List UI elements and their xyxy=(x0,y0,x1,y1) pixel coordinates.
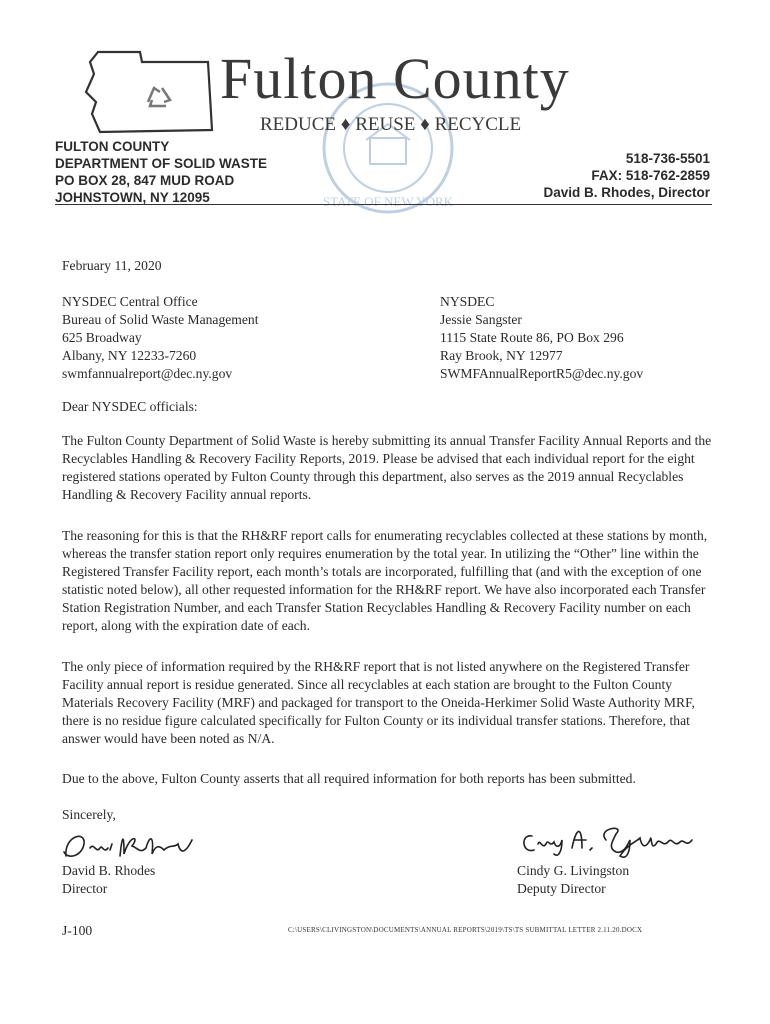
address-line: Jessie Sangster xyxy=(440,312,522,327)
header-divider xyxy=(55,204,712,205)
signer-name: Cindy G. Livingston xyxy=(517,863,630,878)
department-line: FULTON COUNTY xyxy=(55,139,170,154)
department-address xyxy=(55,138,267,206)
department-line: JOHNSTOWN, NY 12095 xyxy=(55,190,210,205)
address-line: Bureau of Solid Waste Management xyxy=(62,312,259,327)
signature-cindy-livingston xyxy=(516,818,716,862)
signer-name: David B. Rhodes xyxy=(62,863,156,878)
director-name: David B. Rhodes, Director xyxy=(543,185,710,200)
salutation: Dear NYSDEC officials: xyxy=(62,399,198,414)
tagline: REDUCE ♦ REUSE ♦ RECYCLE xyxy=(260,114,522,135)
closing: Sincerely, xyxy=(62,807,116,822)
signer-block-left xyxy=(62,862,155,898)
address-line: NYSDEC xyxy=(440,294,495,309)
fax-number: FAX: 518-762-2859 xyxy=(591,168,710,183)
department-line: PO BOX 28, 847 MUD ROAD xyxy=(55,173,235,188)
recycle-icon xyxy=(148,88,170,106)
address-line: Ray Brook, NY 12977 xyxy=(440,348,563,363)
form-id: J-100 xyxy=(62,923,93,938)
signer-title: Director xyxy=(62,881,108,896)
file-path-footer: C:\USERS\CLIVINGSTON\DOCUMENTS\ANNUAL REPORTS\2019\TS\TS SUBMITTAL LETTER 2.11.20.DOCX xyxy=(288,926,643,934)
county-map-outline-icon xyxy=(80,44,220,144)
recipient-address-right xyxy=(440,293,643,383)
signature-david-rhodes xyxy=(60,826,200,866)
body-paragraph: The Fulton County Department of Solid Waste is hereby submitting its annual Transfer Facility Annual Reports and the Recyclables Handling & Recovery Facility Reports, 2019. Please be advised that each individual report for the eight registered stations operated by Fulton County through this department, also serves as the 2019 annual Recyclables Handling & Recovery Facility annual reports. xyxy=(62,433,712,502)
address-line: NYSDEC Central Office xyxy=(62,294,198,309)
address-line: 625 Broadway xyxy=(62,330,142,345)
body-paragraph: Due to the above, Fulton County asserts that all required information for both reports has been submitted. xyxy=(62,771,636,786)
seal-text: STATE OF NEW YORK xyxy=(322,194,454,209)
body-paragraph: The only piece of information required by the RH&RF report that is not listed anywhere on the Registered Transfer Facility annual report is residue generated. Since all recyclables at each station are brought to the Fulton County Materials Recovery Facility (MRF) and packaged for transport to the Oneida-Herkimer Solid Waste Authority MRF, there is no residue figure calculated specifically for Fulton County or its individual transfer stations. Therefore, that answer would have been noted as N/A. xyxy=(62,659,695,746)
address-email: SWMFAnnualReportR5@dec.ny.gov xyxy=(440,366,644,381)
signer-title: Deputy Director xyxy=(517,881,606,896)
address-line: 1115 State Route 86, PO Box 296 xyxy=(440,330,624,345)
recipient-address-left xyxy=(62,293,258,383)
county-name: Fulton County xyxy=(220,46,570,111)
signer-block-right xyxy=(517,862,629,898)
address-line: Albany, NY 12233-7260 xyxy=(62,348,197,363)
phone-number: 518-736-5501 xyxy=(625,151,710,166)
address-email: swmfannualreport@dec.ny.gov xyxy=(62,366,233,381)
department-line: DEPARTMENT OF SOLID WASTE xyxy=(55,156,267,171)
body-paragraph: The reasoning for this is that the RH&RF report calls for enumerating recyclables collected at these stations by month, whereas the transfer station report only requires enumeration by the total year. In utilizing the “Other” line within the Registered Transfer Facility report, each month’s totals are incorporated, fulfilling that (and with the exception of one statistic noted below), all other requested information for the RH&RF report. We have also incorporated each Transfer Station Registration Number, and each Transfer Station Recyclables Handling & Recovery Facility number on each report, along with the expiration date of each. xyxy=(62,528,708,633)
contact-info xyxy=(543,150,710,201)
letter-date: February 11, 2020 xyxy=(62,258,162,273)
